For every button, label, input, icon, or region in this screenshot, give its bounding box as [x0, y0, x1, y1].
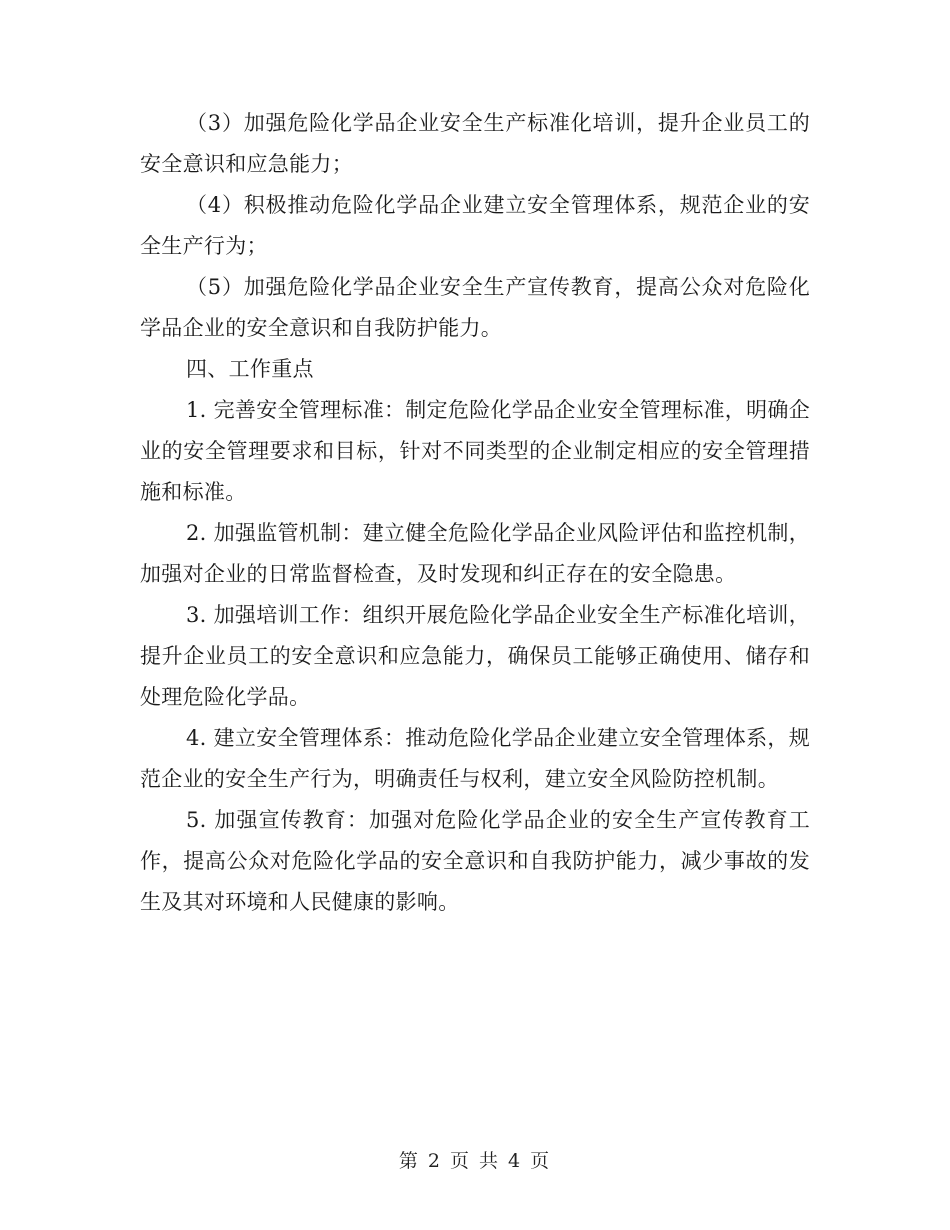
document-body: [140, 103, 810, 923]
paragraph-focus-3: 3. 加强培训工作：组织开展危险化学品企业安全生产标准化培训，提升企业员工的安全意识和应急能力，确保员工能够正确使用、储存和处理危险化学品。: [140, 603, 811, 709]
section-heading-work-focus: 四、工作重点: [186, 357, 314, 381]
paragraph-focus-4: 4. 建立安全管理体系：推动危险化学品企业建立安全管理体系，规范企业的安全生产行为，明确责任与权利，建立安全风险防控机制。: [140, 726, 811, 791]
paragraph-focus-1: 1. 完善安全管理标准：制定危险化学品企业安全管理标准，明确企业的安全管理要求和目标，针对不同类型的企业制定相应的安全管理措施和标准。: [140, 398, 811, 504]
paragraph-item-5: （5）加强危险化学品企业安全生产宣传教育，提高公众对危险化学品企业的安全意识和自我防护能力。: [140, 275, 810, 340]
paragraph-focus-5: 5. 加强宣传教育：加强对危险化学品企业的安全生产宣传教育工作，提高公众对危险化学品的安全意识和自我防护能力，减少事故的发生及其对环境和人民健康的影响。: [140, 808, 810, 914]
paragraph-focus-2: 2. 加强监管机制：建立健全危险化学品企业风险评估和监控机制，加强对企业的日常监督检查，及时发现和纠正存在的安全隐患。: [140, 521, 811, 586]
paragraph-item-3: （3）加强危险化学品企业安全生产标准化培训，提升企业员工的安全意识和应急能力；: [140, 111, 810, 176]
page-number-footer: 第 2 页 共 4 页: [398, 1150, 552, 1172]
paragraph-item-4: （4）积极推动危险化学品企业建立安全管理体系，规范企业的安全生产行为；: [140, 193, 810, 258]
